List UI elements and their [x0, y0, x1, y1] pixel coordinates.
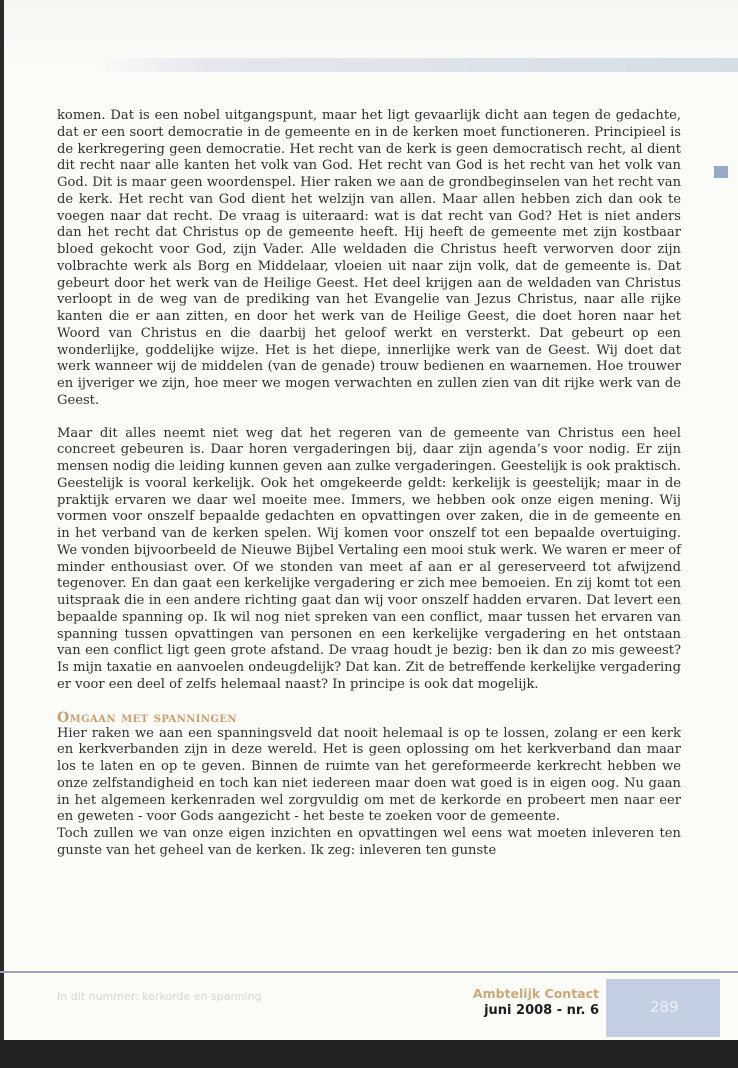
footer-faint-text: In dit nummer: kerkorde en spanning: [57, 990, 262, 1003]
section-heading: Omgaan met spanningen: [57, 709, 237, 726]
paragraph: komen. Dat is een nobel uitgangspunt, maar het ligt gevaarlijk dicht aan tegen de gedachte, dat er een soort democratie in de gemeente en in de kerken moet functioneren. Principieel is de kerkregering geen democratie. Het recht van de kerk is geen democratisch recht, al dient dit recht naar alle kanten het volk van God. Het recht van God is het recht van het volk van God. Dit is maar geen woordenspel. Hier raken we aan de grondbeginselen van het recht van de kerk. Het recht van God dient het welzijn van allen. Maar allen hebben zich dan ook te voegen naar dat recht. De vraag is uiteraard: wat is dat recht van God? Het is niet anders dan het recht dat Christus op de gemeente heeft. Hij heeft de gemeente met zijn kostbaar bloed gekocht voor God, zijn Vader. Alle weldaden die Christus heeft verworven door zijn volbrachte werk als Borg en Middelaar, vloeien uit naar zijn volk, dat de gemeente is. Dat gebeurt door het werk van de Heilige Geest. Het deel krijgen aan de weldaden van Christus verloopt in de weg van de prediking van het Evangelie van Jezus Christus, naar alle rijke kanten die er aan zitten, en door het werk van de Heilige Geest, die doet horen naar het Woord van Christus en die daarbij het geloof werkt en versterkt. Dat gebeurt op een wonderlijke, goddelijke wijze. Het is het diepe, innerlijke werk van de Geest. Wij doet dat werk wanneer wij de middelen (van de genade) trouw bedienen en waarnemen. Hoe trouwer en ijveriger we zijn, hoe meer we mogen verwachten en zullen zien van dit rijke werk van de Geest.: [57, 108, 681, 408]
paragraph: Maar dit alles neemt niet weg dat het regeren van de gemeente van Christus een heel concreet gebeuren is. Daar horen vergaderingen bij, daar zijn agenda’s voor nodig. Er zijn mensen nodig die leiding kunnen geven aan zulke vergaderingen. Geestelijk is ook praktisch. Geestelijk is vooral kerkelijk. Ook het omgekeerde geldt: kerkelijk is geestelijk; maar in de praktijk ervaren we daar wel moeite mee. Immers, we hebben ook onze eigen mening. Wij vormen voor onszelf bepaalde gedachten en opvattingen over zaken, die in de gemeente en in het verband van de kerken spelen. Wij komen voor onszelf tot een bepaalde overtuiging. We vonden bijvoorbeeld de Nieuwe Bijbel Vertaling een mooi stuk werk. We waren er meer of minder enthousiast over. Of we stonden van meet af aan er al gereserveerd tot afwijzend tegenover. En dan gaat een kerkelijke vergadering er zich mee bemoeien. En zij komt tot een uitspraak die in een andere richting gaat dan wij voor onszelf hadden ervaren. Dat levert een bepaalde spanning op. Ik wil nog niet spreken van een conflict, maar tussen het ervaren van spanning tussen opvattingen van personen en een kerkelijke vergadering en het ontstaan van een conflict ligt geen grote afstand. De vraag houdt je bezig: ben ik dan zo mis geweest? Is mijn taxatie en aanvoelen ondeugdelijk? Dat kan. Zit de betreffende kerkelijke vergadering er voor een deel of zelfs helemaal naast? In principe is ook dat mogelijk.: [57, 425, 681, 692]
page-number: 289: [650, 998, 679, 1016]
header-area: [0, 0, 738, 58]
side-marker: [714, 166, 728, 178]
footer-divider: [0, 971, 738, 973]
footer-masthead: [473, 986, 599, 1020]
scan-left-edge: [0, 0, 4, 1068]
article-body: [57, 108, 681, 860]
issue-info: juni 2008 - nr. 6: [484, 1003, 599, 1018]
paragraph: Toch zullen we van onze eigen inzichten en opvattingen wel eens wat moeten inleveren ten gunste van het geheel van de kerken. Ik zeg: inleveren ten gunste: [57, 826, 681, 858]
scan-bottom-edge: [0, 1040, 738, 1068]
magazine-title: Ambtelijk Contact: [472, 986, 599, 1001]
header-band: [95, 58, 738, 72]
paragraph: Hier raken we aan een spanningsveld dat nooit helemaal is op te lossen, zolang er een kerk en kerkverbanden zijn in deze wereld. Het is geen oplossing om het kerkverband dan maar los te laten en op te geven. Binnen de ruimte van het gereformeerde kerkrecht hebben we onze zelfstandigheid en toch kan niet iedereen maar doen wat goed is in eigen oog. Nu gaan in het algemeen kerkenraden wel zorgvuldig om met de kerkorde en probeert men naar eer en geweten - voor Gods aangezicht - het beste te zoeken voor de gemeente.: [57, 725, 681, 825]
